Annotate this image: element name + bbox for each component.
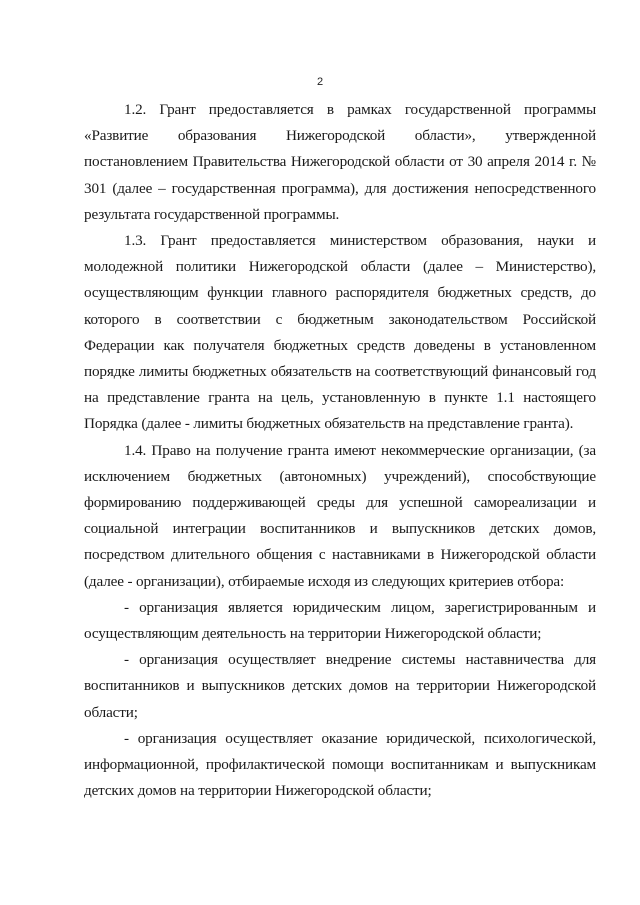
document-body <box>84 97 596 804</box>
criteria-item-assistance: - организация осуществляет оказание юридической, психологической, информационной, профилактической помощи воспитанникам и выпускникам детских домов на территории Нижегородской области; <box>84 729 596 800</box>
criteria-item-mentoring-system: - организация осуществляет внедрение системы наставничества для воспитанников и выпускников детских домов на территории Нижегородской области; <box>84 651 596 721</box>
paragraph-1-2: 1.2. Грант предоставляется в рамках государственной программы «Развитие образования Нижегородской области», утвержденной постановлением Правительства Нижегородской области от 30 апреля 2014 г. № 301 (далее – государственная программа), для достижения непосредственного результата государственной программы. <box>84 101 596 223</box>
page-number: 2 <box>316 76 324 88</box>
paragraph-1-3: 1.3. Грант предоставляется министерством образования, науки и молодежной политики Нижегородской области (далее – Министерство), осуществляющим функции главного распорядителя бюджетных средств, до которого в соответствии с бюджетным законодательством Российской Федерации как получателя бюджетных средств доведены в установленном порядке лимиты бюджетных обязательств на соответствующий финансовый год на представление гранта на цель, установленную в пункте 1.1 настоящего Порядка (далее - лимиты бюджетных обязательств на представление гранта). <box>84 232 596 433</box>
paragraph-1-4: 1.4. Право на получение гранта имеют некоммерческие организации, (за исключением бюджетных (автономных) учреждений), способствующие формированию поддерживающей среды для успешной самореализации и социальной интеграции воспитанников и выпускников детских домов, посредством длительного общения с наставниками в Нижегородской области (далее - организации), отбираемые исходя из следующих критериев отбора: <box>84 441 596 590</box>
criteria-item-legal-entity: - организация является юридическим лицом, зарегистрированным и осуществляющим деятельность на территории Нижегородской области; <box>84 598 596 643</box>
